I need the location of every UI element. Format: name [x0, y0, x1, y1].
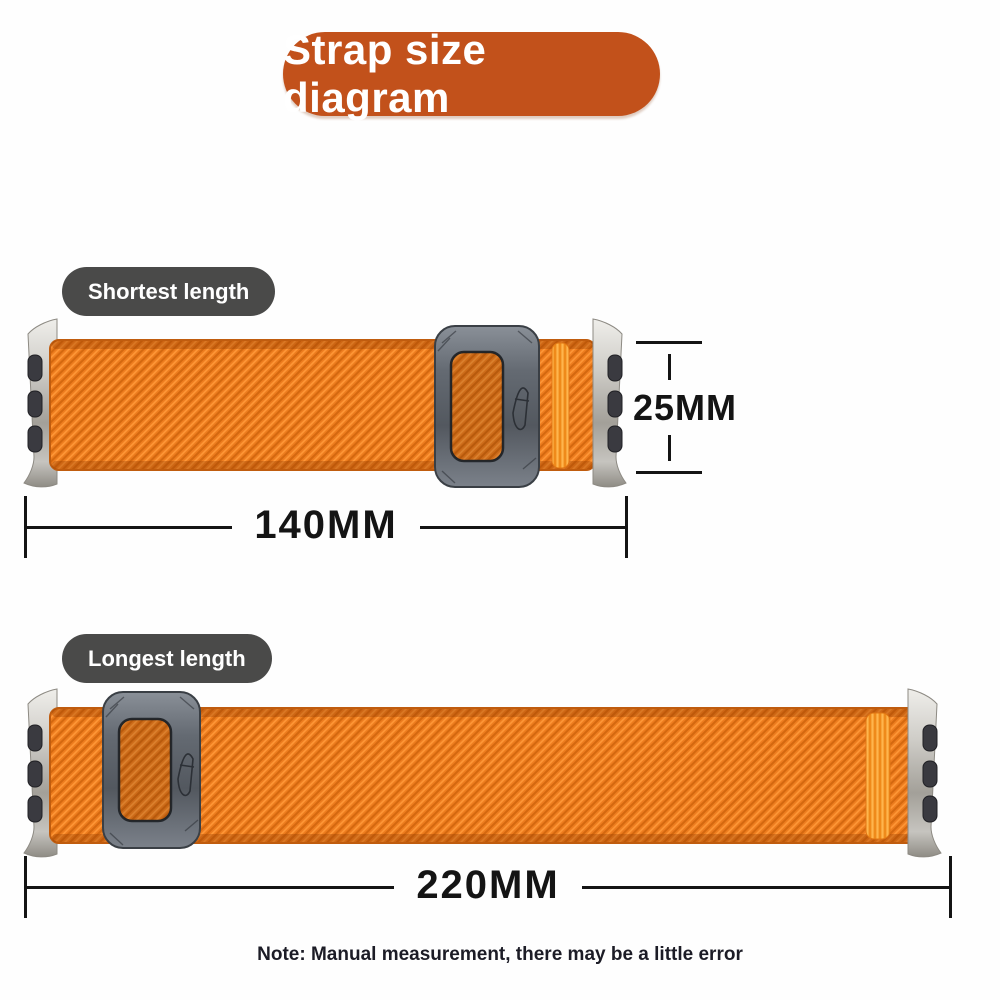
title-badge	[283, 26, 660, 121]
slider-buckle-icon	[435, 326, 539, 487]
dimension-line-left	[27, 886, 394, 889]
dimension-endbar-right	[949, 856, 952, 918]
page-title: Strap size diagram	[283, 26, 487, 121]
dimension-cap-bottom	[636, 471, 702, 474]
dimension-stub-bottom	[668, 435, 671, 461]
shortest-length-badge	[62, 267, 275, 316]
dimension-line-left	[27, 526, 232, 529]
slider-buckle-icon	[103, 692, 200, 848]
shortest-length-dimension	[24, 496, 628, 558]
dimension-stub-top	[668, 354, 671, 380]
stitch-band-icon	[866, 713, 890, 839]
dimension-line-right	[582, 886, 949, 889]
longest-length-badge	[62, 634, 272, 683]
shortest-length-label: Shortest length	[88, 278, 250, 304]
stitch-band-icon	[552, 343, 569, 468]
dimension-cap-top	[636, 341, 702, 344]
dimension-line-right	[420, 526, 625, 529]
strap-longest-image	[10, 683, 955, 863]
longest-length-label: Longest length	[88, 645, 246, 671]
width-dimension	[632, 341, 738, 474]
width-dimension-value: 25MM	[632, 386, 738, 428]
strap-shortest-image	[10, 313, 640, 493]
watch-lug-adapter-right-icon	[593, 319, 626, 487]
dimension-endbar-right	[625, 496, 628, 558]
longest-length-dimension	[24, 856, 952, 918]
shortest-length-value: 140MM	[254, 503, 398, 547]
longest-length-value: 220MM	[416, 863, 560, 907]
measurement-note: Note: Manual measurement, there may be a little error	[257, 944, 743, 965]
watch-lug-adapter-right-icon	[908, 689, 941, 857]
